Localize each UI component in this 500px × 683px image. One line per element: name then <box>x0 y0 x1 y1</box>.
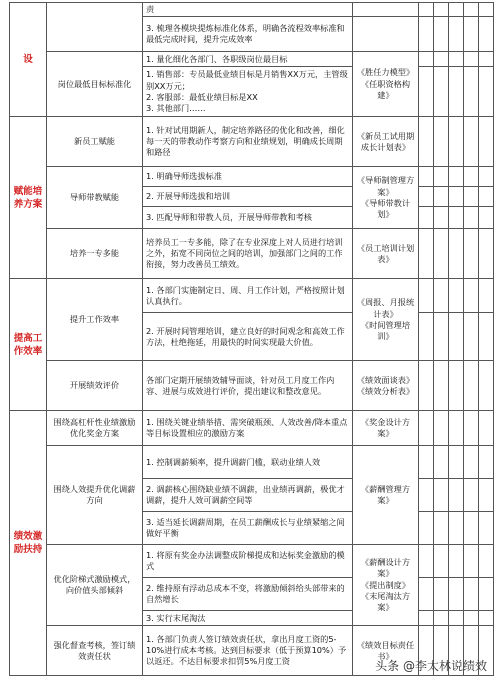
section-label: 赋能培养方案 <box>10 117 47 279</box>
tool-cell: 《奖金设计方案》 <box>353 411 419 446</box>
empty-cell <box>434 279 449 313</box>
empty-cell <box>449 229 464 279</box>
empty-cell <box>419 229 434 279</box>
tool-cell: 《绩效面谈表》 《绩效分析表》 <box>353 361 419 411</box>
empty-cell <box>419 167 434 187</box>
empty-cell <box>479 17 494 52</box>
measure-cell: 3. 适当延长调薪周期，在员工薪酬成长与业绩紧缩之间做好平衡 <box>143 512 353 545</box>
tool-cell <box>353 3 419 17</box>
tool-cell: 《胜任力模型》 《任职资格构建》 <box>353 52 419 117</box>
empty-cell <box>449 512 464 545</box>
empty-cell <box>464 313 479 361</box>
item-cell: 围绕高杠杆性业绩激励优化奖金方案 <box>47 411 143 446</box>
empty-cell <box>479 361 494 411</box>
empty-cell <box>464 578 479 611</box>
empty-cell <box>449 52 464 67</box>
empty-cell <box>479 3 494 17</box>
empty-cell <box>434 361 449 411</box>
item-cell: 强化督查考核，签订绩效责任状 <box>47 626 143 676</box>
empty-cell <box>449 167 464 187</box>
empty-cell <box>464 207 479 229</box>
empty-cell <box>464 512 479 545</box>
measure-cell: 3. 匹配导师和带教人员，开展导师带教和考核 <box>143 207 353 229</box>
empty-cell <box>479 578 494 611</box>
empty-cell <box>464 411 479 446</box>
empty-cell <box>434 578 449 611</box>
empty-cell <box>449 3 464 17</box>
tool-cell: 《周报、月报统计表》 《时间管理培训》 <box>353 279 419 361</box>
item-cell: 导师带教赋能 <box>47 167 143 229</box>
empty-cell <box>449 279 464 313</box>
empty-cell <box>419 313 434 361</box>
empty-cell <box>479 207 494 229</box>
empty-cell <box>419 187 434 207</box>
empty-cell <box>464 611 479 626</box>
empty-cell <box>419 611 434 626</box>
empty-cell <box>419 361 434 411</box>
empty-cell <box>449 17 464 52</box>
empty-cell <box>449 313 464 361</box>
empty-cell <box>434 52 449 67</box>
tool-cell: 《薪酬管理方案》 <box>353 446 419 545</box>
measure-cell: 3. 实行末尾淘汰 <box>143 611 353 626</box>
measure-cell: 2. 开展时间管理培训，建立良好的时间观念和高效工作方法，杜绝拖延，用最快的时间实现最大价值。 <box>143 313 353 361</box>
empty-cell <box>464 3 479 17</box>
empty-cell <box>449 67 464 117</box>
measure-cell: 1. 销售部：专员最低业绩目标是月销售XX万元，主管级别XX万元； 2. 客服部：最低业绩目标是XX 3. 其他部门…… <box>143 67 353 117</box>
empty-cell <box>464 361 479 411</box>
empty-cell <box>434 512 449 545</box>
empty-cell <box>479 187 494 207</box>
empty-cell <box>464 446 479 479</box>
measure-cell: 1. 针对试用期新人，制定培养路径的优化和改善，细化每一天的带教动作考察方向和业绩规划，明确成长周期和路径 <box>143 117 353 167</box>
tool-cell: 《绩效目标责任书》 <box>353 626 419 676</box>
empty-cell <box>479 279 494 313</box>
section-label: 提高工作效率 <box>10 279 47 411</box>
empty-cell <box>419 578 434 611</box>
measure-cell: 责 <box>143 3 353 17</box>
empty-cell <box>419 3 434 17</box>
empty-cell <box>434 611 449 626</box>
measure-cell: 2. 调薪核心围绕缺业绩不调薪，出业绩再调薪，极优才调薪，提升人效可调薪空间等 <box>143 479 353 512</box>
empty-cell <box>434 17 449 52</box>
empty-cell <box>464 52 479 67</box>
empty-cell <box>434 3 449 17</box>
measure-cell: 各部门定期开展绩效辅导面谈，针对员工月度工作内容、进展与成效进行评价，提出建议和整改意见。 <box>143 361 353 411</box>
empty-cell <box>434 167 449 187</box>
empty-cell <box>419 207 434 229</box>
measure-cell: 2. 维持原有浮动总成本不变，将激励倾斜给头部带来的自然增长 <box>143 578 353 611</box>
empty-cell <box>464 17 479 52</box>
empty-cell <box>464 167 479 187</box>
empty-cell <box>419 512 434 545</box>
measure-cell: 3. 梳理各模块提炼标准化体系，明确各流程效率标准和最低完成时间，提升完成效率 <box>143 17 353 52</box>
watermark: 头条 @李太林说绩效 <box>375 659 487 673</box>
empty-cell <box>464 187 479 207</box>
empty-cell <box>479 313 494 361</box>
empty-cell <box>434 479 449 512</box>
empty-cell <box>479 512 494 545</box>
empty-cell <box>419 479 434 512</box>
item-cell: 围绕人效提升优化调薪方向 <box>47 446 143 545</box>
empty-cell <box>479 67 494 117</box>
empty-cell <box>449 611 464 626</box>
empty-cell <box>434 313 449 361</box>
empty-cell <box>434 545 449 578</box>
tool-cell <box>353 17 419 52</box>
empty-cell <box>449 545 464 578</box>
measure-cell: 2. 开展导师选拔和培训 <box>143 187 353 207</box>
empty-cell <box>434 187 449 207</box>
empty-cell <box>464 229 479 279</box>
empty-cell <box>449 411 464 446</box>
empty-cell <box>479 229 494 279</box>
measure-cell: 1. 控制调薪频率，提升调薪门槛，联动业绩人效 <box>143 446 353 479</box>
measure-cell: 1. 量化细化各部门、各职级岗位最目标 <box>143 52 353 67</box>
empty-cell <box>419 67 434 117</box>
empty-cell <box>434 229 449 279</box>
empty-cell <box>464 279 479 313</box>
empty-cell <box>419 411 434 446</box>
empty-cell <box>449 578 464 611</box>
empty-cell <box>449 207 464 229</box>
item-cell: 培养一专多能 <box>47 229 143 279</box>
section-label: 绩效激励扶持 <box>10 411 47 676</box>
empty-cell <box>449 117 464 167</box>
empty-cell <box>449 361 464 411</box>
tool-cell: 《薪酬设计方案》 《提出制度》 《末尾淘汰方案》 <box>353 545 419 626</box>
empty-cell <box>419 545 434 578</box>
empty-cell <box>434 67 449 117</box>
section-label: 设 <box>10 3 47 117</box>
empty-cell <box>419 117 434 167</box>
measure-cell: 1. 各部门实施制定日、周、月工作计划，严格按照计划认真执行。 <box>143 279 353 313</box>
item-cell: 岗位最低目标标准化 <box>47 52 143 117</box>
empty-cell <box>464 67 479 117</box>
empty-cell <box>434 117 449 167</box>
empty-cell <box>479 411 494 446</box>
tool-cell: 《导师制管理方案》 《导师带教计划》 <box>353 167 419 229</box>
empty-cell <box>434 411 449 446</box>
measure-cell: 1. 将原有奖金办法调整成阶梯提成和达标奖金激励的模式 <box>143 545 353 578</box>
measure-cell: 1. 明确导师选拔标准 <box>143 167 353 187</box>
empty-cell <box>449 479 464 512</box>
empty-cell <box>419 279 434 313</box>
item-cell: 优化阶梯式激励模式，向价值头部倾斜 <box>47 545 143 626</box>
tool-cell: 《新员工试用期成长计划表》 <box>353 117 419 167</box>
empty-cell <box>449 187 464 207</box>
empty-cell <box>464 545 479 578</box>
empty-cell <box>449 446 464 479</box>
empty-cell <box>464 479 479 512</box>
item-cell: 提升工作效率 <box>47 279 143 361</box>
empty-cell <box>479 446 494 479</box>
tool-cell: 《员工培训计划表》 <box>353 229 419 279</box>
empty-cell <box>479 479 494 512</box>
empty-cell <box>419 17 434 52</box>
empty-cell <box>434 207 449 229</box>
measure-cell: 培养员工一专多能，除了在专业深度上对人员进行培训之外，拓宽不同岗位之间的培训，加强部门之间的工作衔接，努力改善员工绩效。 <box>143 229 353 279</box>
plan-table <box>9 2 494 676</box>
empty-cell <box>479 545 494 578</box>
empty-cell <box>479 52 494 67</box>
empty-cell <box>479 611 494 626</box>
empty-cell <box>479 117 494 167</box>
measure-cell: 1. 各部门负责人签订绩效责任状，拿出月度工资的5-10%进行成本考核。达到目标要求（低于预算10%）予以返还。不达目标要求扣罚5%月度工资 <box>143 626 353 676</box>
item-cell: 新员工赋能 <box>47 117 143 167</box>
empty-cell <box>434 446 449 479</box>
empty-cell <box>419 446 434 479</box>
item-cell <box>47 3 143 52</box>
empty-cell <box>464 117 479 167</box>
empty-cell <box>479 167 494 187</box>
item-cell: 开展绩效评价 <box>47 361 143 411</box>
empty-cell <box>419 52 434 67</box>
measure-cell: 1. 围绕关键业绩举措、需突破瓶颈、人效改善/降本重点等目标设置相应的激励方案 <box>143 411 353 446</box>
